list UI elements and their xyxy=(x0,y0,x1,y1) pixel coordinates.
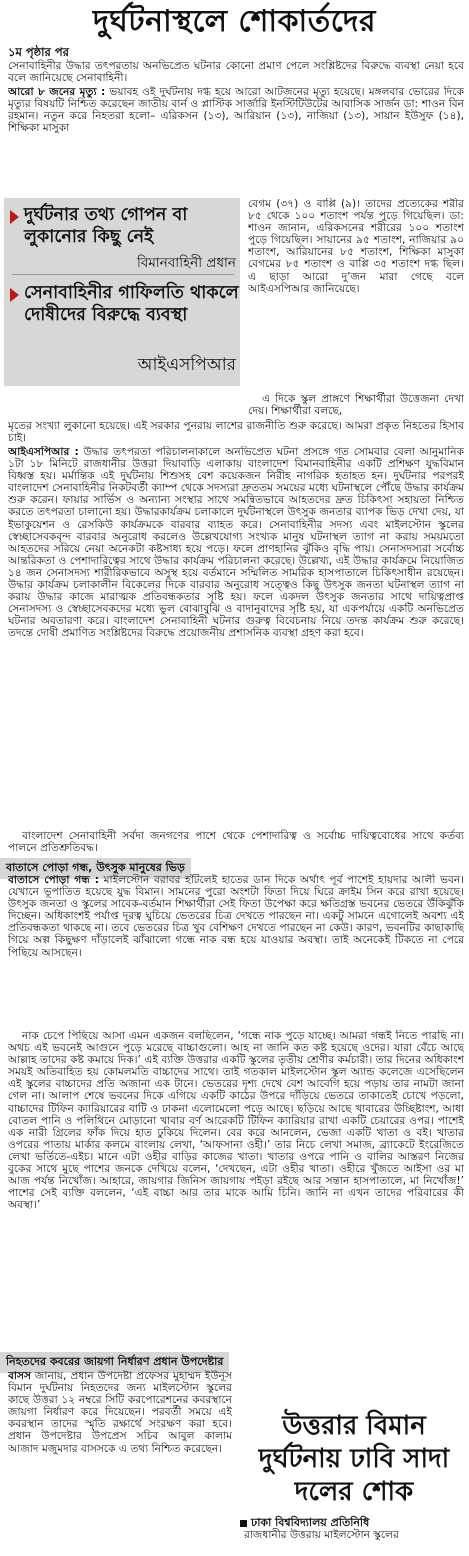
grave-paragraph xyxy=(8,1370,232,1554)
section-heading-smell: বাতাসে পোড়া গন্ধ, উৎসুক মানুষের ভিড় xyxy=(0,858,191,879)
deaths-lead: আরো ৮ জনের মৃত্যু : xyxy=(8,86,106,98)
deaths-continued-paragraph xyxy=(248,198,464,392)
eyewitness-text: নাক চেপে পিছিয়ে আসা এমন একজন বলছিলেন, ‘গন্ধে নাক পুড়ে যাচ্ছে। আমরা গন্ধই নিতে পারছি না। অথচ এই ভবনেই আগুনে পুড়ে মরেছে বাচ্চাগুলো। আহ না জানি কত কষ্ট হয়েছে ওদের। যারা বেঁচে আছে আল্লাহ তাদের কষ্ট কমায়ে দিক।’ এই ব্যক্তি উত্তরার একটি স্কুলের তৃতীয় শ্রেণীর কর্মচারী। তার দিনের অধিকাংশ সময়ই অতিবাহিত হয় কোমলমতি বাচ্চাদের সাথে। তাই গতকাল মাইলস্টোন স্কুল অ্যান্ড কলেজে এসেছিলেন এই স্কুলের বাচ্চাদের প্রতি অজানা এক টানে। ভেতরের দৃশ্য দেখে বেশ আবেগি হয়ে পড়ায় তার নামটা জানা গেল না। আলাপ শেষে ভবনের দিকে এগিয়ে একটি কাঠের উপরে দাঁড়িয়ে ভেতরে তাকাতেই চোখে পড়লো, বাচ্চাদের টিফিন ক্যারিয়ারের বাটি ও ঢাকনা এলোমেলো পড়ে আছে। ছড়িয়ে আছে খাবারের উচ্ছিষ্টাংশ, আধা বোতল পানি ও পলিথিনে মোড়ানো খাবার বর্ণ আরেকটি টিফিন ক্যারিয়ার রাখা একটি চেয়ারের ওপর। পাশেই এক নারী গ্রিলের ফাঁক দিয়ে হাত ঢুকিয়ে দিলেন। বের করে আনলেন, ভেজা একটি খাতা ও বই। খাতার ওপরের পাতায় মার্কার কলমে বাংলায় লেখা, ‘আফসানা ওহী।’ তার নিচে লেখা সমাজ, ব্র্যাকেটে ইংরেজিতে লেখা ভর্তিতে-এইচ। মানে এটা ওহীর বাড়ির কাজের খাতা। খাতার ওপরে পানি ও বালির আস্তরণ নিজের বুকের সাথে মুছে পাশের জনকে দেখিয়ে বলেন, ‘দেখছেন, এটা ওহীর খাতা। ওহীরে খুঁজতে আইসা ওর মা আজ পর্যন্ত নিখোঁজ। আহারে, জায়গার জিনিস জায়গায় পইড়া রইছে আর সন্তান হাসপাতালে, মা নিখোঁজ!’ পাশের সেই ব্যক্তি বললেন, ‘এই বাচ্চা আর তার মাকে আমি চিনি। জানি না এখন তাদের পরিবারের কী অবস্থা।’ xyxy=(8,1030,464,1212)
section-heading-grave: নিহতদের কবরের জায়গা নির্ধারণ প্রধান উপদেষ্টার xyxy=(0,1352,229,1373)
byline-square-icon xyxy=(240,1520,247,1527)
ispr-lead: আইএসপিআর : xyxy=(8,446,79,458)
quote-callout-box xyxy=(4,198,240,386)
red-arrow-icon xyxy=(10,210,19,224)
deaths-paragraph xyxy=(8,86,464,194)
side-byline-text: ঢাকা বিশ্ববিদ্যালয় প্রতিনিধি xyxy=(251,1516,370,1529)
smell-paragraph xyxy=(8,874,464,1026)
red-arrow-icon xyxy=(10,288,19,302)
ispr-text: উদ্ধার তৎপরতা পরিচালনাকালে অনভিপ্রেত ঘটনা প্রসঙ্গে গত সোমবার বেলা আনুমানিক ১টা ১৮ মিনিটে রাজধানীর উত্তরা দিয়াবাড়ি এলাকায় বাংলাদেশ বিমানবাহিনীর একটি প্রশিক্ষণ যুদ্ধবিমান বিধ্বস্ত হয়। মর্মান্তিক এই দুর্ঘটনায় শিশুসহ বেশ কয়েকজন নিরীহ নাগরিক হতাহত হন। দুর্ঘটনার পরপরই বাংলাদেশ সেনাবাহিনীর নিকটবর্তী ক্যাম্প থেকে সদস্যরা দ্রুততম সময়ের মধ্যে ঘটনাস্থলে পৌঁছে উদ্ধার কার্যক্রম শুরু করেন। ফায়ার সার্ভিস ও অন্যান্য সংস্থার সাথে সমন্বিতভাবে আহতদের দ্রুত চিকিৎসা সহায়তা নিশ্চিত করতে তৎপরতা চালানো হয়। উদ্ধারকার্যক্রম চলাকালে দুর্ঘটনাস্থলে উৎসুক জনতার ব্যাপক ভিড় দেখা দেয়, যা ইভাকুয়েশন ও রেসকিউ কার্যক্রমকে বারবার ব্যাহত করে। সেনাবাহিনীর সদস্য এবং মাইলস্টোন স্কুলের স্বেচ্ছাসেবকবৃন্দ বারবার অনুরোধ করলেও উল্লেখযোগ্য সংখ্যক মানুষ ঘটনাস্থল ত্যাগ না করায় সময়মতো আহতদের সরিয়ে নেয়া অনেকটা কষ্টসাধ্য হয়ে পড়ে। ফলে প্রাণহানির ঝুঁকিও বৃদ্ধি পায়। সেনাসদস্যরা সর্বোচ্চ আন্তরিকতা ও পেশাদারিত্বের সাথে উদ্ধার কার্যক্রম পরিচালনা করেছে। উল্লেখ্য, এই উদ্ধার কার্যক্রমে নিয়োজিত ১৪ জন সেনাসদস্য শারীরিকভাবে অসুস্থ হয়ে বর্তমানে সম্মিলিত সামরিক হাসপাতালে চিকিৎসাধীন রয়েছেন। উদ্ধার কার্যক্রম চলাকালীন বিকেলের দিকে বারবার অনুরোধ সত্ত্বেও কিছু উৎসুক জনতা ঘটনাস্থল ত্যাগ না করায় উদ্ধার কাজে মারাত্মক প্রতিবন্ধকতার সৃষ্টি হয়। ফলে একদল উৎসুক জনতার সাথে দায়িত্বপ্রাপ্ত সেনাসদস্য ও স্বেচ্ছাসেবকদের মধ্যে ভুল বোঝাবুঝি ও বাদানুবাদের সৃষ্টি হয়, যা একপর্যায়ে একটি অনভিপ্রেত ঘটনার অবতারণা করে। বাংলাদেশ সেনাবাহিনী ঘটনার গুরুত্ব বিবেচনায় নিয়ে তদন্ত কার্যক্রম শুরু করেছে। তদন্তে দোষী প্রমাণিত সংশ্লিষ্টদের বিরুদ্ধে প্রয়োজনীয় প্রশাসনিক ব্যবস্থা গ্রহণ করা হবে। xyxy=(8,446,464,640)
protest-intro-text: এ দিকে স্কুল প্রাঙ্গণে শিক্ষার্থীরা উত্তেজনা দেখা দেয়। শিক্ষার্থীরা বলছে, xyxy=(248,393,464,418)
protest-text: মৃতের সংখ্যা লুকানো হয়েছে। এই সরকার পুনরায় লাশের রাজনীতি শুরু করেছে। আমরা প্রকৃত নিহতের হিসাব চাই। xyxy=(8,420,464,445)
callout-quote-1: দুর্ঘটনার তথ্য গোপন বা লুকানোর কিছু নেই xyxy=(24,205,188,247)
ispr-closing-text: বাংলাদেশ সেনাবাহিনী সর্বদা জনগণের পাশে থেকে পেশাদারিত্ব ও সর্বোচ্চ দায়িত্ববোধের সাথে কর্তব্য পালনে প্রতিশ্রুতিবদ্ধ। xyxy=(8,830,464,855)
smell-text: মাইলস্টোন বরাবর হাঁটলেই হাতের ডান দিকে অর্থাৎ পূর্ব পাশেই হায়দার আলী ভবন। যেখানে ভূপাতিত হয়েছে যুদ্ধ বিমান। সামনের পুরো অংশটা ফিতা দিয়ে ঘিরে ক্রাইম সিন করে রাখা হয়েছে। উৎসুক জনতা ও স্কুলের সাবেক-বর্তমান শিক্ষার্থীরা সেই ফিতা উপেক্ষা করে ক্ষতিগ্রস্ত ভবনের ভেতরে উঁকিঝুঁকি দিচ্ছেন। অধিকাংশই পর্যাপ্ত দূরত্ব ঘুচিয়ে ভেতরের চিত্র দেখতে পারছেন না। একটু সামনে এগোলেই অবশ্য এই প্রতিবন্ধকতা থাকছে না। তবে ভেতরের চিত্র খুব বেশিক্ষণ দেখতে পারছেন না কেউ। কারণ, ভবনটির কাছাকাছি গিয়ে অল্প কিছুক্ষণ দাঁড়ালেই ঝাঁঝালো গন্ধে নাক বন্ধ হয়ে যাওয়ার অবস্থা। তাই অনেকেই টিকতে না পেরে পিছিয়ে আসছেন। xyxy=(8,874,464,959)
intro-paragraph xyxy=(8,60,464,84)
continued-from-note: ১ম পৃষ্ঠার পর xyxy=(8,45,69,59)
callout-quote-2: সেনাবাহিনীর গাফিলতি থাকলে দোষীদের বিরুদ্ধে ব্যবস্থা xyxy=(24,283,239,325)
smell-lead: বাতাসে পোড়া গন্ধ : xyxy=(8,874,99,886)
grave-lead: বাসস xyxy=(8,1370,31,1382)
ispr-closing-paragraph xyxy=(8,830,464,854)
intro-text: সেনাবাহিনীর উদ্ধার তৎপরতায় অনভিপ্রেত ঘটনার কোনো প্রমাণ পেলে সংশ্লিষ্টদের বিরুদ্ধে ব্যবস্থা নেয়া হবে বলে জানিয়েছে সেনাবাহিনী। xyxy=(8,60,464,85)
callout-attribution-1: বিমানবাহিনী প্রধান xyxy=(136,255,236,271)
protest-paragraph xyxy=(8,420,464,444)
grave-text: জানায়, প্রধান উপদেষ্টা প্রফেসর মুহাম্মদ ইউনূস বিমান দুর্ঘটনায় নিহতদের জন্য মাইলস্টোন স্কুলের কাছে উত্তরা ১২ নম্বরে সিটি করপোরেশনের কবরস্থানে জায়গা নির্ধারণ করে দিয়েছেন। পরবর্তী সময়ে এই কবরস্থান তাদের স্মৃতি রক্ষার্থে সংরক্ষণ করা হবে। প্রধান উপদেষ্টার উপপ্রেস সচিব আবুল কালাম আজাদ মজুমদার বাসসকে এ তথ্য নিশ্চিত করেছেন। xyxy=(8,1370,232,1455)
ispr-paragraph xyxy=(8,446,464,828)
callout-attribution-2: আইএসপিআর xyxy=(137,355,236,375)
callout-divider xyxy=(12,274,234,275)
deaths-text: ভয়াবহ ওই দুর্ঘটনায় দগ্ধ হয়ে আরো আটজনের মৃত্যু হয়েছে। মঙ্গলবার ভোরের দিকে মৃত্যুর বিষয়টি নিশ্চিত করেছেন জাতীয় বার্ন ও প্লাস্টিক সার্জারি ইনস্টিটিউটের আবাসিক সার্জন ডা: শাওন বিন রহমান। নতুন করে নিহতরা হলো– এরিকসন (১৩), আরিয়ান (১৩), নাজিয়া (১৩), সায়ান ইউসুফ (১৪), শিক্ষিকা মাসুকা xyxy=(8,86,464,135)
side-article-body: রাজধানীর উত্তরায় মাইলস্টোন স্কুলের xyxy=(244,1529,399,1541)
eyewitness-paragraph xyxy=(8,1030,464,1346)
side-article-headline: উত্তরার বিমান দুর্ঘটনায় ঢাবি সাদা দলের শোক xyxy=(258,1411,450,1507)
protest-intro-paragraph xyxy=(248,393,464,417)
article-headline: দুর্ঘটনাস্থলে শোকার্তদের xyxy=(92,4,377,39)
deaths-continued-text: বেগম (৩৭) ও বাপ্পি (৯)। তাদের প্রত্যেকের শরীর ৮৫ থেকে ১০০ শতাংশ পর্যন্ত পুড়ে গিয়েছিল। ডা: শাওন জানান, এরিকসনের শরীরের ১০০ শতাংশ পুড়ে গিয়েছিল। সায়ানের ৯৫ শতাংশ, নাজিয়ার ৯০ শতাংশ, আরিয়ানের ৮৫ শতাংশ, শিক্ষিকা মাসুকা বেগমের ৮৫ শতাংশ ও বাপ্পি ৩৫ শতাংশ দগ্ধ ছিল। এ ছাড়া আরো দু’জন মারা গেছে বলে আইএসপিআর জানিয়েছে। xyxy=(248,198,464,295)
